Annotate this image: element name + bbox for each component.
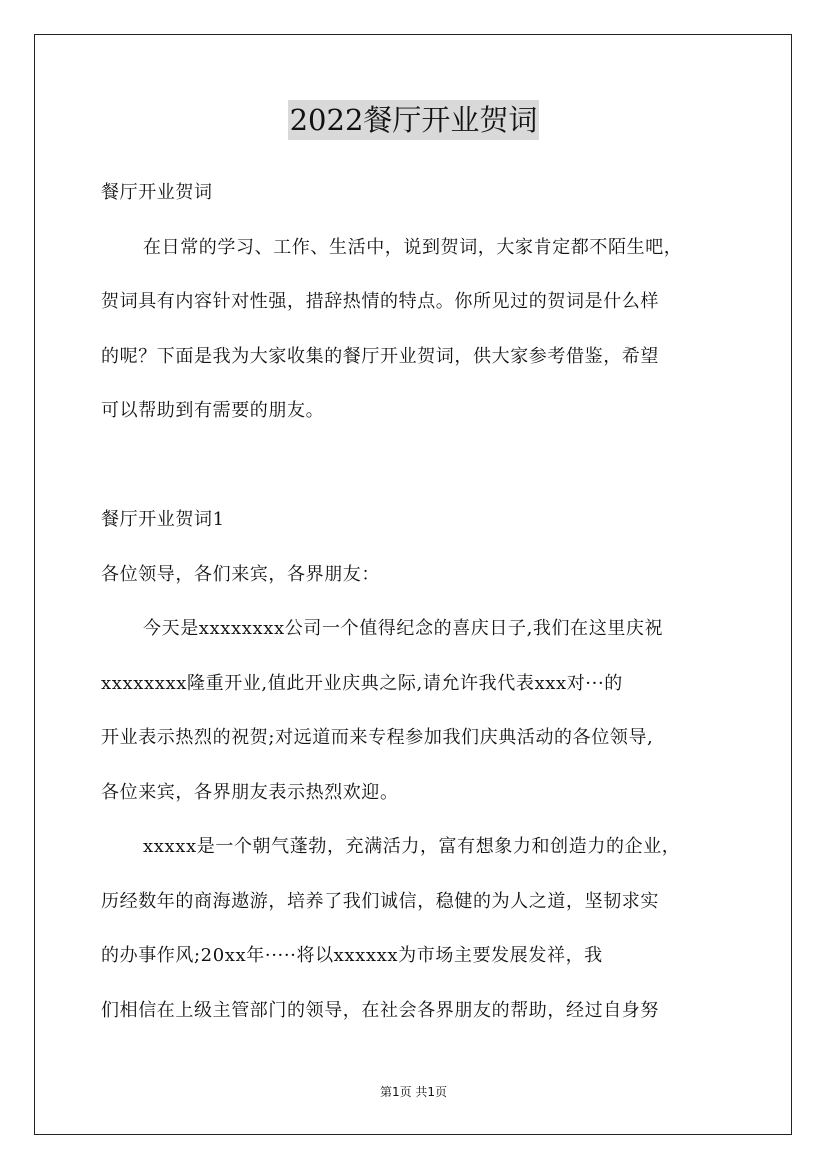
intro-line: 在日常的学习、工作、生活中，说到贺词，大家肯定都不陌生吧， bbox=[143, 236, 683, 258]
section-heading: 餐厅开业贺词1 bbox=[101, 509, 225, 530]
paragraph-line: 各位来宾，各界朋友表示热烈欢迎。 bbox=[101, 781, 399, 803]
title-container bbox=[0, 100, 827, 140]
paragraph-line: 们相信在上级主管部门的领导，在社会各界朋友的帮助，经过自身努 bbox=[101, 999, 659, 1021]
subtitle: 餐厅开业贺词 bbox=[101, 182, 213, 203]
intro-line: 的呢？下面是我为大家收集的餐厅开业贺词，供大家参考借鉴，希望 bbox=[101, 345, 659, 367]
paragraph-line: 开业表示热烈的祝贺;对远道而来专程参加我们庆典活动的各位领导, bbox=[101, 727, 654, 748]
paragraph-gap bbox=[101, 443, 731, 498]
document-title: 2022餐厅开业贺词 bbox=[288, 100, 540, 140]
paragraph-line: 的办事作风;20xx年·····将以xxxxxx为市场主要发展发祥，我 bbox=[101, 945, 603, 966]
greeting-line: 各位领导，各们来宾，各界朋友： bbox=[101, 563, 380, 585]
paragraph-line: xxxxx是一个朝气蓬勃，充满活力，富有想象力和创造力的企业， bbox=[143, 836, 681, 857]
paragraph-line: 今天是xxxxxxxx公司一个值得纪念的喜庆日子,我们在这里庆祝 bbox=[143, 618, 664, 639]
paragraph-line: xxxxxxxx隆重开业,值此开业庆典之际,请允许我代表xxx对···的 bbox=[101, 672, 623, 694]
paragraph-line: 历经数年的商海遨游，培养了我们诚信，稳健的为人之道，坚韧求实 bbox=[101, 890, 659, 912]
document-body bbox=[101, 170, 731, 1042]
page-number-footer: 第1页 共1页 bbox=[379, 1085, 448, 1099]
intro-line: 可以帮助到有需要的朋友。 bbox=[101, 400, 325, 421]
intro-line: 贺词具有内容针对性强，措辞热情的特点。你所见过的贺词是什么样 bbox=[101, 291, 659, 312]
